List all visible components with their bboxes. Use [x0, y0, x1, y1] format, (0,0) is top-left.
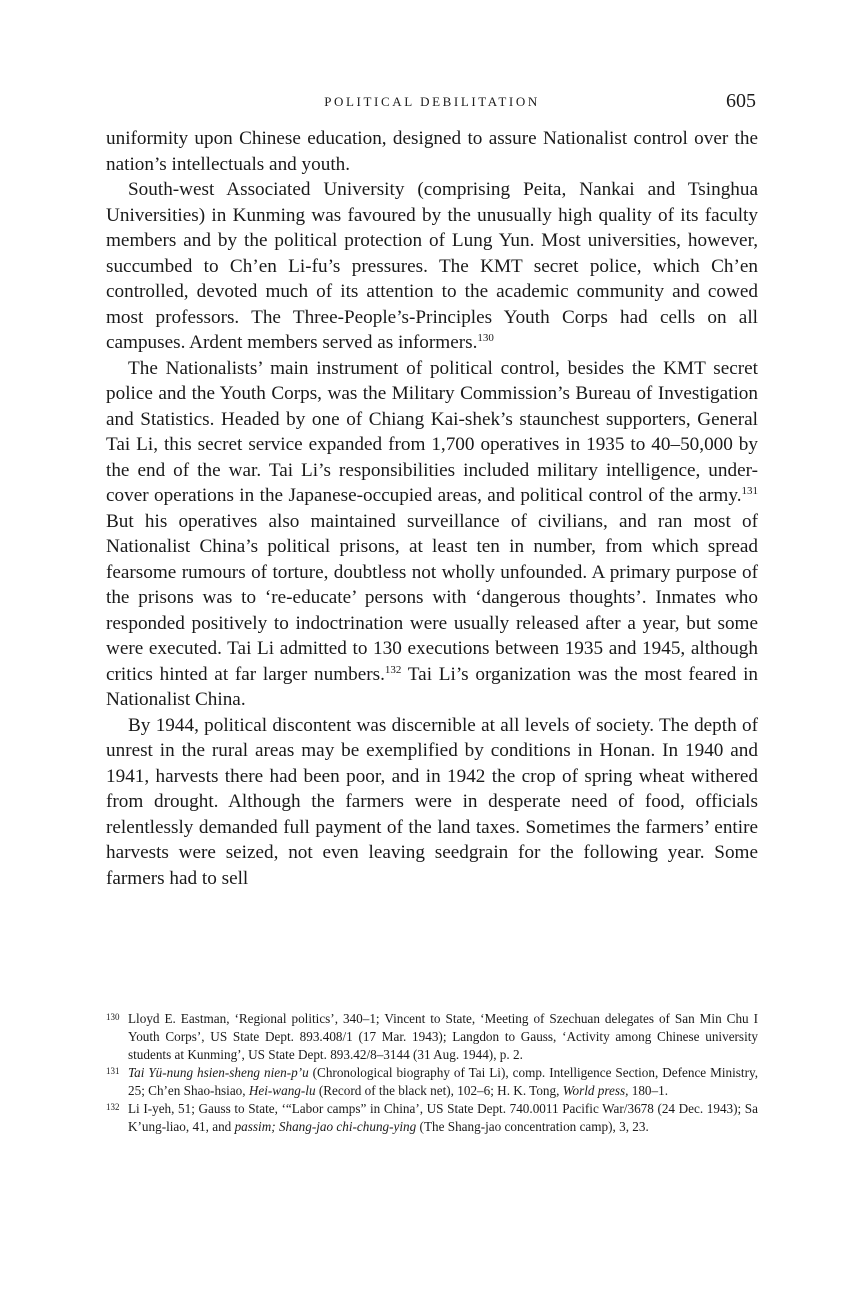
- text-run: Lloyd E. Eastman, ‘Regional politics’, 340–1; Vincent to State, ‘Meeting of Szechuan delegates of San Min Chu I Youth Corps’, US State Dept. 893.408/1 (17 Mar. 1943); Langdon to Gauss, ‘Activity among Chinese university students at Kunming’, US State Dept. 893.42/8–3144 (31 Aug. 1944), p. 2.: [128, 1011, 758, 1062]
- text-run: By 1944, political discontent was discernible at all levels of society. The depth of unrest in the rural areas may be exemplified by conditions in Honan. In 1940 and 1941, harvests there had been poor, and in 1942 the crop of spring wheat withered from drought. Although the farmers were in desperate need of food, officials relentlessly demanded full payment of the land taxes. Sometimes the farmers’ entire harvests were seized, not even leaving seedgrain for the following year. Some farmers had to sell: [106, 714, 758, 889]
- book-page: [106, 0, 758, 1296]
- footnote: [106, 1100, 758, 1136]
- text-run: (The Shang-jao concentration camp), 3, 23.: [416, 1119, 649, 1134]
- footnote-reference: 131: [741, 485, 758, 497]
- italic-title: Tai Yü-nung hsien-sheng nien-p’u: [128, 1065, 309, 1080]
- italic-title: passim; Shang-jao chi-chung-ying: [234, 1119, 417, 1134]
- text-run: South-west Associated University (comprising Peita, Nankai and Tsinghua Universities) in Kunming was favoured by the unusually high quality of its faculty members and by the political protection of Lung Yun. Most universities, however, succumbed to Ch’en Li-fu’s pressures. The KMT secret police, which Ch’en controlled, devoted much of its attention to the academic community and cowed most professors. The Three-People’s-Principles Youth Corps had cells on all campuses. Ardent members served as informers.: [106, 179, 758, 353]
- text-run: uniformity upon Chinese education, designed to assure Nationalist control over the nation’s intellectuals and youth.: [106, 128, 758, 175]
- text-run: 180–1.: [628, 1083, 668, 1098]
- text-run: But his operatives also maintained surveillance of civilians, and ran most of Nationalist China’s political prisons, at least ten in number, from which spread fearsome rumours of torture, doubtless not wholly unfounded. A primary purpose of the prisons was to ‘re-educate’ persons with ‘dangerous thoughts’. Inmates who responded positively to indoctrination were usually released after a year, but some were executed. Tai Li admitted to 130 executions between 1935 and 1945, although critics hinted at far larger numbers.: [106, 510, 758, 685]
- footnote-reference: 130: [477, 332, 494, 344]
- text-run: Tai Li’s organization was the most feared in Nationalist China.: [106, 663, 759, 710]
- text-run: (Chronological biography of Tai Li), comp. Intelligence Section, Defence Ministry, 25; Ch’en Shao-hsiao,: [128, 1065, 758, 1098]
- footnote: [106, 1064, 758, 1100]
- italic-title: Hei-wang-lu: [248, 1083, 316, 1098]
- running-head: [106, 92, 758, 114]
- footnote-reference: 132: [384, 663, 402, 676]
- body-text: [106, 126, 758, 891]
- italic-title: World press,: [562, 1083, 629, 1098]
- text-run: Li I-yeh, 51; Gauss to State, ‘“Labor camps” in China’, US State Dept. 740.0011 Pacific War/3678 (24 Dec. 1943); Sa K’ung-liao, 41, and: [128, 1101, 758, 1134]
- footnote-number: 131: [106, 1066, 120, 1076]
- body-paragraph: [106, 126, 758, 177]
- text-run: (Record of the black net), 102–6; H. K. Tong,: [315, 1083, 563, 1098]
- page-number: 605: [726, 90, 756, 112]
- body-paragraph: [106, 356, 758, 713]
- body-paragraph: [106, 713, 758, 892]
- footnote: [106, 1010, 758, 1064]
- footnotes: [106, 1010, 758, 1136]
- footnote-number: 132: [106, 1102, 120, 1112]
- text-run: The Nationalists’ main instrument of political control, besides the KMT secret police and the Youth Corps, was the Military Commission’s Bureau of Investigation and Statistics. Headed by one of Chiang Kai-shek’s staunchest supporters, General Tai Li, this secret service expanded from 1,700 operatives in 1935 to 40–50,000 by the end of the war. Tai Li’s responsibilities included military intelligence, under-cover operations in the Japanese-occupied areas, and political control of the army.: [106, 357, 758, 506]
- body-paragraph: [106, 177, 758, 356]
- footnote-number: 130: [106, 1012, 120, 1022]
- running-head-title: POLITICAL DEBILITATION: [324, 94, 540, 109]
